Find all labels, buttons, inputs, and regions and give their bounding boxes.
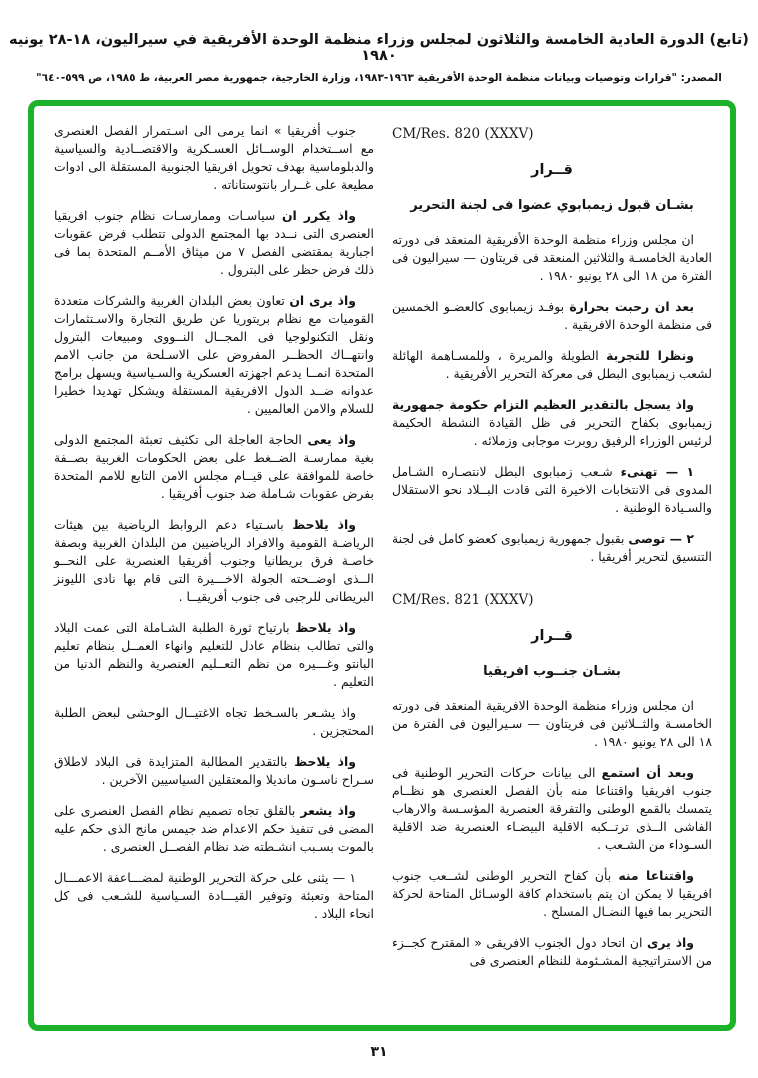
paragraph-text: بالقلق تجاه تصميم نظام الفصل العنصرى على المضى فى تنفيذ حكم الاعدام ضد جيمس مانج الذى حكم عليه بالموت بسـبب انشـطته ضد نظام الفصــل العنصرى . — [54, 803, 374, 854]
paragraph-lead: بعد ان رحبت بحرارة — [569, 299, 694, 314]
paragraph-text: الحاجة العاجلة الى تكثيف تعبئة المجتمع الدولى بغية ممارسـة الضــغط على بعض الحكومات الغربية بصــفة خاصة للموافقة على قيــام مجلس الامن التابع للامم المتحدة بفرض عقوبات شـاملة ضد جنوب أفريقيا . — [54, 432, 374, 501]
paragraph — [54, 122, 374, 194]
paragraph-text: ان مجلس وزراء منظمة الوحدة الافريقية المنعقد فى دورته الخامسـة والثــلاثين فى فريتاون — سـيراليون فى الفترة من ١٨ الى ٢٨ يونيو ١٩٨٠ . — [392, 698, 712, 749]
column-left — [54, 122, 374, 983]
paragraph-lead: واذ يرى — [647, 935, 694, 950]
resolution-821-subject: بشـان جنــوب افريقيا — [483, 664, 621, 679]
paragraph — [392, 764, 712, 854]
paragraph-text: ١ — يثنى على حركة التحرير الوطنية لمضـــاعفة الاعمـــال المتاحة وتعبئة وتوفير القيـــادة السـياسية للشـعب فى كل انحاء البلاد . — [54, 870, 374, 921]
paragraph-lead: واذ يرى ان — [289, 293, 356, 308]
resolution-821-title: قــرار — [531, 628, 573, 644]
paragraph-text: باسـتياء دعم الروابط الرياضية بين هيئات الرياضـة القومية والافراد الرياضيين من البلدان الغربية وبصفة خاصـة فرق بريطانيا وجنوب أفريقيا العنصرية على النحــو الــذى اوضــحته الجولة الاخـــيرة التى قام بها نادى الليونز البريطانى للرجبى فى جنوب أفريقيــا . — [54, 517, 374, 604]
paragraph-lead: واذ يعى — [307, 432, 356, 447]
paragraph — [392, 697, 712, 751]
paragraph-text: بارتياح ثورة الطلبة الشـاملة التى عمت البلاد والتى تطالب بنظام عادل للتعليم وانهاء العمــل بنظام تعليم البانتو وغـــيره من نظم التعــليم العنصرية والنظم الدنيا من التعليم . — [54, 620, 374, 689]
paragraph-lead: واذ يسجل بالتقدير العظيم التزام حكومة جمهورية — [392, 397, 694, 412]
paragraph-text: الطويلة والمريرة ، وللمسـاهمة الهائلة لشعب زيمبابوى البطل فى معركة التحرير الأفريقية . — [392, 348, 712, 381]
paragraph — [54, 292, 374, 418]
paragraph-lead: واذ يلاحظ — [292, 517, 356, 532]
paragraph-text: جنوب أفريقيا » انما يرمى الى اسـتمرار الفصل العنصرى مع اســتخدام الوســائل العسـكرية والاقتصــادية والسياسية والدبلوماسية بهدف تحويل افريقيا الجنوبية المستقلة الى ادوات مطيعة على غــرار بانتوستاناته . — [54, 123, 374, 192]
paragraph-text: تعاون بعض البلدان الغربية والشركات متعددة القوميات مع نظام بريتوريا عن طريق التجارة والاسـتثمارات ونقل التكنولوجيا فى المجــال النــووى ومبيعات البترول وانتهــاك الحظــر المفروض على الاسـلحة من جانب الامم المتحدة انمــا يدعم اجهزته العسكرية والسـياسية ويسهل برامج عدوانه ضــد الدول الافريقية المستقلة ويشكل تهديدا خطيرا للسلام والامن العالميين . — [54, 293, 374, 416]
paragraph-lead: واذ يلاحظ — [294, 754, 356, 769]
paragraph-text: واذ يشـعر بالسـخط تجاه الاغتيــال الوحشى لبعض الطلبة المحتجزين . — [54, 705, 374, 738]
text-columns — [34, 106, 730, 983]
paragraph-lead: وبعد أن استمع — [601, 765, 694, 780]
paragraph-text: سياسـات وممارسـات نظام جنوب افريقيا العنصرى التى نــدد بها المجتمع الدولى تتطلب فرض عقوبات اجبارية بمقتضى الفصل ٧ من ميثاق الأمــم المتحدة بما فى ذلك فرض حظر على البترول . — [54, 208, 374, 277]
numbered-item-2 — [392, 530, 712, 566]
header-source-citation: المصدر: "قرارات وتوصيات وبيانات منظمة الوحدة الأفريقية ١٩٦٣-١٩٨٣، وزارة الخارجية، جمهورية مصر العربية، ط ١٩٨٥، ص ٥٩٩-٦٤٠" — [36, 72, 722, 84]
paragraph-lead: ١ — تهنىء — [620, 464, 695, 479]
resolution-ref-820: CM/Res. 820 (XXXV) — [392, 126, 534, 142]
paragraph-text: شـعب زمبابوى البطل لانتصـاره الشـامل المدوى فى الانتخابات الاخيرة التى قادت البــلاد نحو الاستقلال والسـيادة الوطنية . — [392, 464, 712, 515]
paragraph — [54, 207, 374, 279]
paragraph — [54, 619, 374, 691]
paragraph — [392, 396, 712, 450]
paragraph-text: بوفـد زيمبابوى كالعضـو الخمسين فى منظمة الوحدة الافريقية . — [392, 299, 712, 332]
column-right — [392, 122, 712, 983]
resolution-820-subject: بشـان قبول زيمبابوي عضوا فى لجنة التحرير — [410, 198, 694, 213]
paragraph-lead: واذ يكرر ان — [281, 208, 356, 223]
paragraph — [392, 347, 712, 383]
paragraph — [54, 802, 374, 856]
paragraph-lead: ٢ — توصى — [628, 531, 694, 546]
paragraph-text: ان مجلس وزراء منظمة الوحدة الأفريقية المنعقد فى دورته العادية الخامسـة والثلاثين المنعقد فى فريتاون — سيراليون فى الفترة من ١٨ الى ٢٨ يونيو ١٩٨٠ . — [392, 232, 712, 283]
paragraph-text: ان اتحاد دول الجنوب الافريقى « المقترح كجــزء من الاستراتيجية المشـئومة للنظام العنصرى فى — [392, 935, 712, 968]
paragraph-text: زيمبابوى بكفاح التحرير فى ظل القيادة النشطة الحكيمة لرئيس الوزراء الرفيق روبرت موجابى وزملائه . — [392, 415, 712, 448]
paragraph — [54, 704, 374, 740]
paragraph — [392, 298, 712, 334]
paragraph — [392, 867, 712, 921]
paragraph — [54, 431, 374, 503]
paragraph — [392, 934, 712, 970]
paragraph-lead: ونظرا للتجربة — [606, 348, 694, 363]
page-header — [0, 32, 758, 84]
paragraph-text: بأن كفاح التحرير الوطنى لشــعب جنوب افريقيا لا يمكن ان يتم باستخدام كافة الوسـائل المتاحة لحركة التحرير بما فيها النضـال المسلح . — [392, 868, 712, 919]
resolution-ref-821: CM/Res. 821 (XXXV) — [392, 592, 534, 608]
paragraph-text: بالتقدير المطالبة المتزايدة فى البلاد لاطلاق سـراح ناسـون مانديلا والمعتقلين السياسيين الآخرين . — [54, 754, 374, 787]
header-session-title: (تابع) الدورة العادية الخامسة والثلاثون لمجلس وزراء منظمة الوحدة الأفريقية في سيراليون، ١٨-٢٨ يونيه ١٩٨٠ — [9, 32, 749, 64]
paragraph-lead: واذ يشعر — [300, 803, 356, 818]
paragraph — [392, 231, 712, 285]
green-border-frame — [28, 100, 736, 1031]
resolution-820-title: قــرار — [531, 162, 573, 178]
paragraph — [54, 753, 374, 789]
page-number: ٣١ — [370, 1044, 388, 1060]
numbered-item-1 — [392, 463, 712, 517]
numbered-item-1 — [54, 869, 374, 923]
paragraph-lead: واقتناعا منه — [618, 868, 694, 883]
paragraph-text: الى بيانات حركات التحرير الوطنية فى جنوب افريقيا واقتناعا منه بأن الفصل العنصرى هو نظــام يتمسك بالقمع الوطنى والتفرقة العنصرية المؤسـسة والارهاب الفاشى الــذى ترتــكبه الاقلية البيضـاء العنصرية ضد الاقلية السـوداء من الشـعب . — [392, 765, 712, 852]
paragraph — [54, 516, 374, 606]
paragraph-text: بقبول جمهورية زيمبابوى كعضو كامل فى لجنة التنسيق لتحرير أفريقيا . — [392, 531, 712, 564]
paragraph-lead: واذ يلاحظ — [295, 620, 356, 635]
